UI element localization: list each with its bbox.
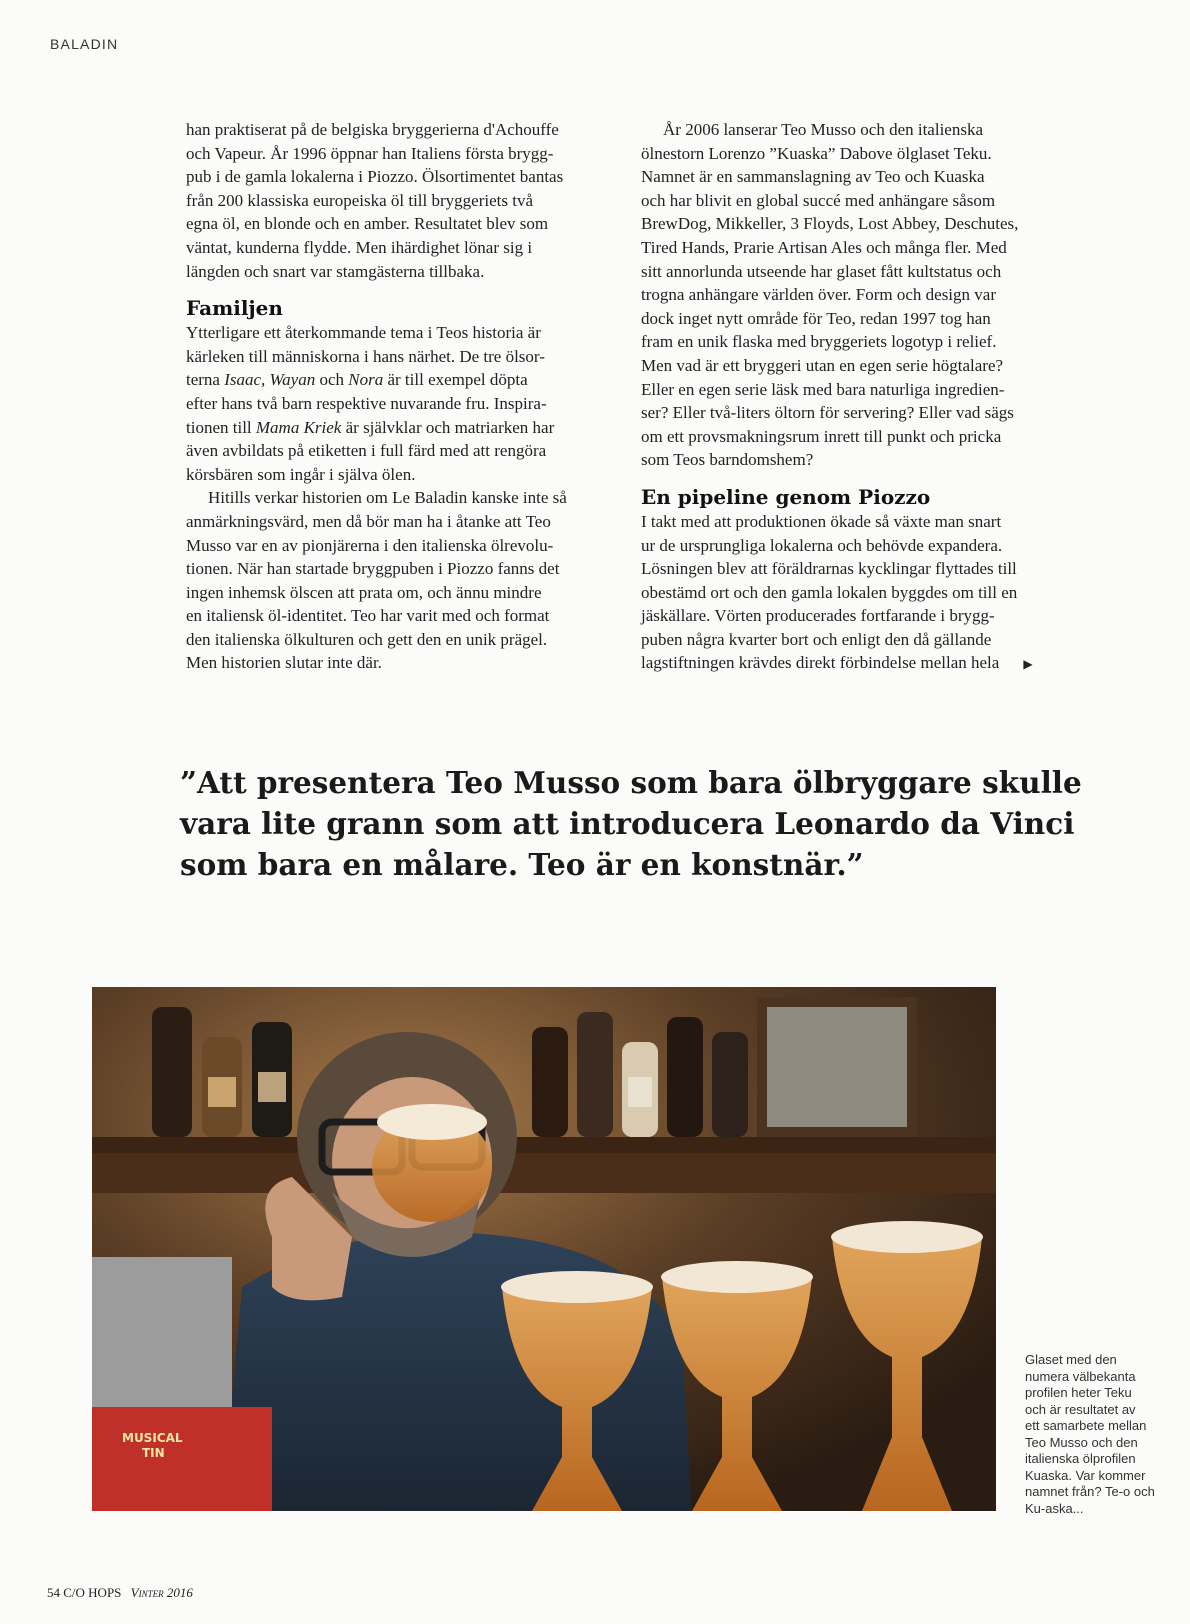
continue-arrow-icon: ▶ — [1023, 657, 1033, 672]
tin-label-2: TIN — [142, 1446, 165, 1460]
text-run: I takt med att produktionen ökade så växte man snart ur de ursprungliga lokalerna och behövde expandera. Lösningen blev att föräldrarnas kycklingar flyttades till obestämd ort och den gamla lokalen byggdes om till en jäskällare. Vörten producerades fortfarande i brygg- puben några kvarter bort och enligt den då gällande lagstiftningen krävdes direkt förbindelse mellan hela — [641, 511, 1018, 673]
beer-name-mama-kriek: Mama Kriek — [255, 417, 342, 437]
right-paragraph-1: År 2006 lanserar Teo Musso och den italienska ölnestorn Lorenzo ”Kuaska” Dabove ölglaset Teku. Namnet är en sammanslagning av Teo och Kuaska och har blivit en global succé med anhängare såsom BrewDog, Mikkeller, 3 Floyds, Lost Abbey, Deschutes, Tired Hands, Prarie Artisan Ales och många fler. Med sitt annorlunda utseende har glaset fått kultstatus och trogna anhängare världen över. Form och design var dock inget nytt område för Teo, redan 1997 tog han fram en unik flaska med bryggeriets logotyp i relief. Men vad är ett bryggeri utan en egen serie högtalare? Eller en egen serie läsk med bara naturliga ingredien- ser? Eller två-liters öltorn för servering? Eller vad sägs om ett provsmakningsrum inrett till punkt och pricka som Teos barndomshem? — [641, 120, 1019, 470]
page-number: 54 — [47, 1585, 60, 1600]
beer-names-isaac-wayan: Isaac, Wayan — [224, 370, 316, 390]
issue-name: Vinter 2016 — [130, 1585, 193, 1600]
left-paragraph-2 — [186, 321, 616, 486]
photo-teo-musso-drinking — [92, 987, 996, 1511]
text-run: är till exempel döpta efter hans två barn respektive nuvarande fru. Inspira- tionen till — [186, 370, 547, 437]
section-label: BALADIN — [50, 36, 119, 52]
text-run: är självklar och matriarken har även avbildats på etiketten i full färd med att rengöra körsbären som ingår i själva ölen. — [186, 417, 555, 484]
text-run: och — [315, 370, 349, 390]
heading-pipeline: En pipeline genom Piozzo — [641, 484, 931, 509]
photo-caption: Glaset med den numera välbekanta profilen heter Teku och är resultatet av ett samarbete mellan Teo Musso och den italienska ölprofilen Kuaska. Var kommer namnet från? Te-o och Ku-aska... — [1025, 1352, 1155, 1516]
left-paragraph-1: han praktiserat på de belgiska bryggerierna d'Achouffe och Vapeur. År 1996 öppnar han Italiens första brygg- pub i de gamla lokalerna i Piozzo. Ölsortimentet bantas från 200 klassiska europeiska öl till bryggeriets två egna öl, en blonde och en amber. Resultatet blev som väntat, kunderna flydde. Men ihärdighet lönar sig i längden och snart var stamgästerna tillbaka. — [186, 120, 564, 281]
pull-quote: ”Att presentera Teo Musso som bara ölbryggare skulle vara lite grann som att introducera Leonardo da Vinci som bara en målare. Teo är en konstnär.” — [180, 765, 1082, 882]
right-paragraph-2 — [641, 510, 1081, 677]
publication-name: C/O HOPS — [63, 1585, 122, 1600]
right-column — [641, 118, 1081, 677]
text-run: Ytterligare ett återkommande tema i Teos historia är kärleken till människorna i hans närhet. De tre ölsor- terna — [186, 323, 545, 390]
heading-familjen: Familjen — [186, 296, 283, 321]
left-paragraph-3: Hitills verkar historien om Le Baladin kanske inte så anmärkningsvärd, men då bör man ha i åtanke att Teo Musso var en av pionjärerna i den italienska ölrevolu- tionen. När han startade bryggpuben i Piozzo fanns det ingen inhemsk ölscen att prata om, och ännu mindre en italiensk öl-identitet. Teo har varit med och format den italienska ölkulturen och gett den en unik prägel. Men historien slutar inte där. — [186, 488, 567, 673]
tin-label-1: MUSICAL — [122, 1431, 183, 1445]
beer-name-nora: Nora — [348, 370, 384, 390]
page-footer — [47, 1585, 193, 1601]
left-column — [186, 118, 616, 675]
photo-illustration — [92, 987, 996, 1511]
